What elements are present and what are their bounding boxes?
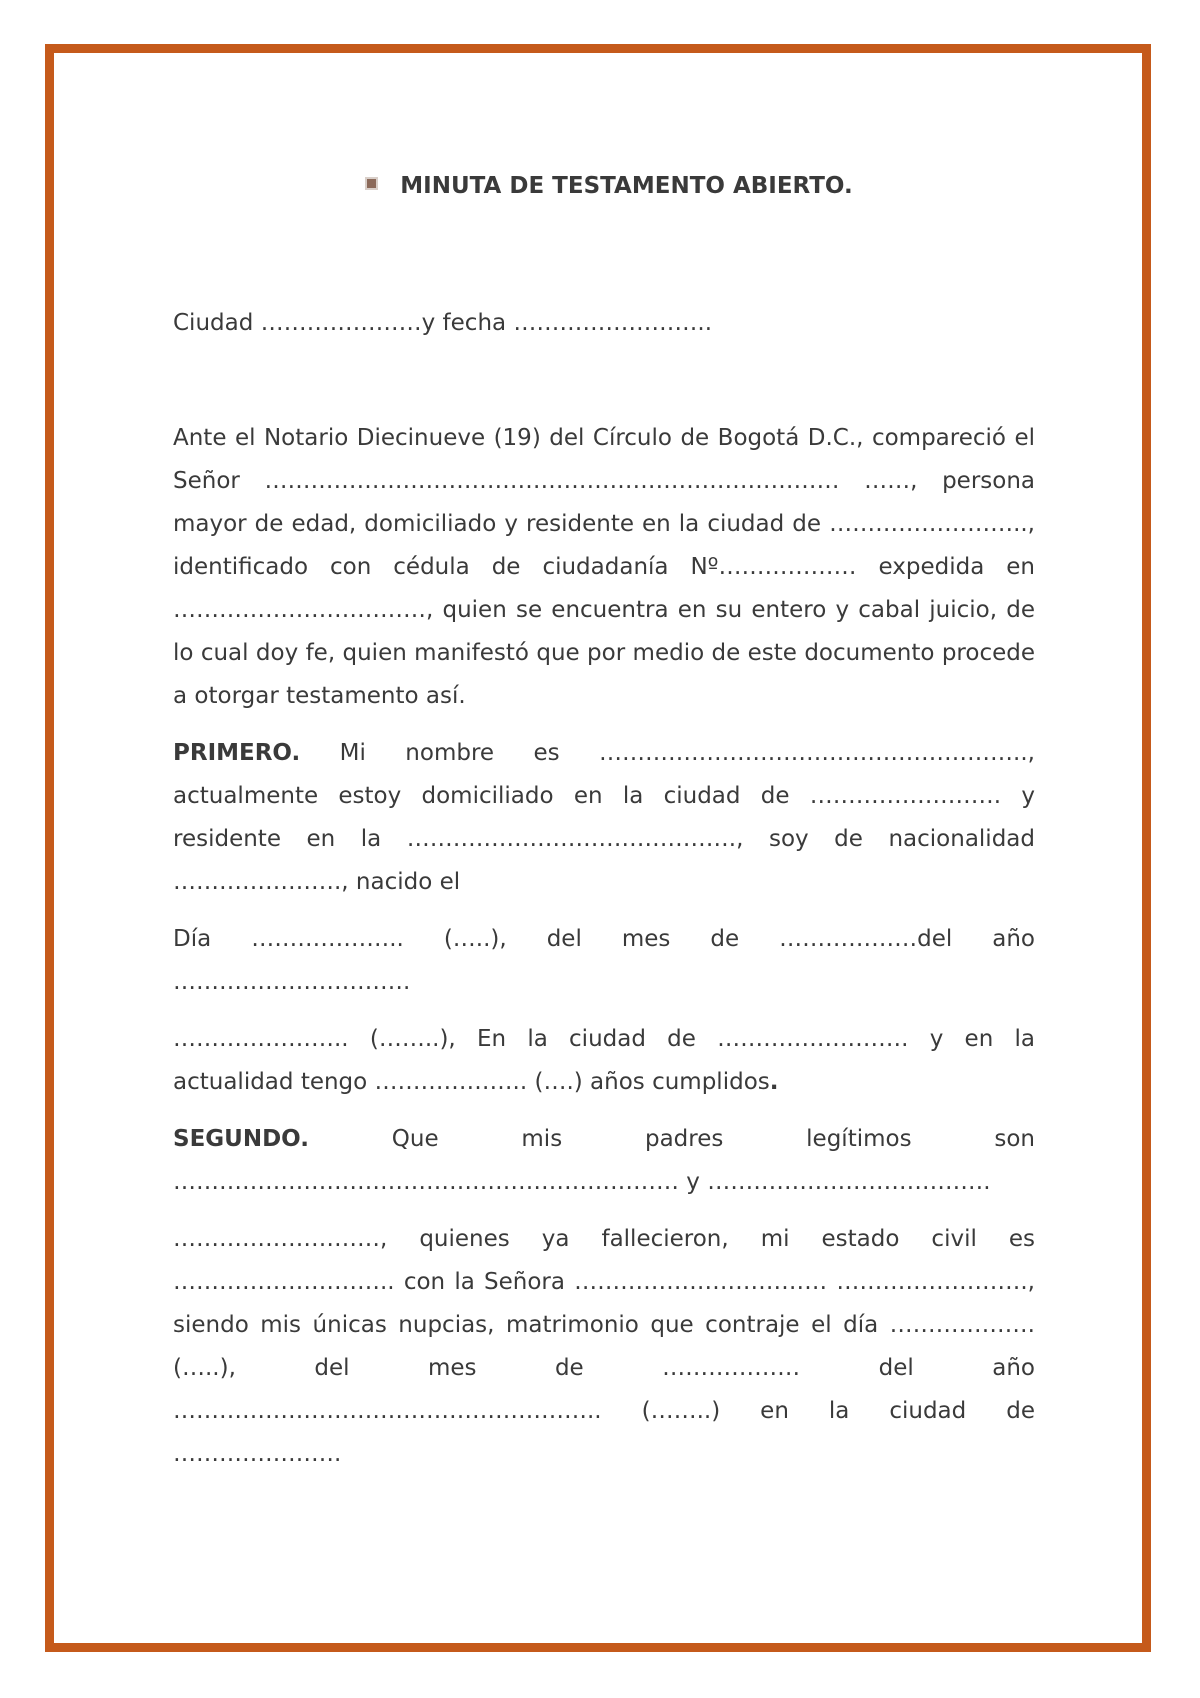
document-title [173, 170, 1035, 202]
primero-text: Mi nombre es ……………………………………………….., actualmente estoy domiciliado en la ciudad de ……………………. y residente en la ……………………………………., soy de nacionalidad …………………., nacido el [173, 740, 1035, 895]
segundo-text: Que mis padres legítimos son ………………………………………………………… y ………………………………. [173, 1126, 1035, 1195]
ciudad-text: ………………….. (……..), En la ciudad de ……………………. y en la actualidad tengo ……………….. (….) años cumplidos [173, 1026, 1035, 1095]
dia-paragraph: Día ……………….. (…..), del mes de ………………del año …………………………. [173, 926, 1035, 995]
intro-paragraph: Ante el Notario Diecinueve (19) del Círculo de Bogotá D.C., compareció el Señor ………………………………………………………………… ……, persona mayor de edad, domiciliado y residente en la ciudad de …………………….., identificado con cédula de ciudadanía Nº……………… expedida en ……………………………, quien se encuentra en su entero y cabal juicio, de lo cual doy fe, quien manifestó que por medio de este documento procede a otorgar testamento así. [173, 425, 1035, 709]
ciudad-end: . [769, 1069, 779, 1095]
segundo-label: SEGUNDO. [173, 1126, 309, 1152]
document-body [173, 170, 1035, 1476]
segundo-paragraph [173, 1118, 1035, 1204]
primero-paragraph [173, 732, 1035, 904]
square-bullet-icon [365, 177, 378, 190]
segundo-continuation-paragraph: ………………………, quienes ya fallecieron, mi estado civil es ……………………….. con la Señora …………………………… ……………………., siendo mis únicas nupcias, matrimonio que contraje el día ………………. (…..), del mes de ……………… del año ……………………………………………….. (……..) en la ciudad de …………………. [173, 1226, 1035, 1467]
city-date-line: Ciudad …………………y fecha …………………….. [173, 310, 713, 336]
ciudad-paragraph [173, 1018, 1035, 1104]
document-title-text: MINUTA DE TESTAMENTO ABIERTO. [400, 173, 853, 199]
primero-label: PRIMERO. [173, 740, 301, 766]
